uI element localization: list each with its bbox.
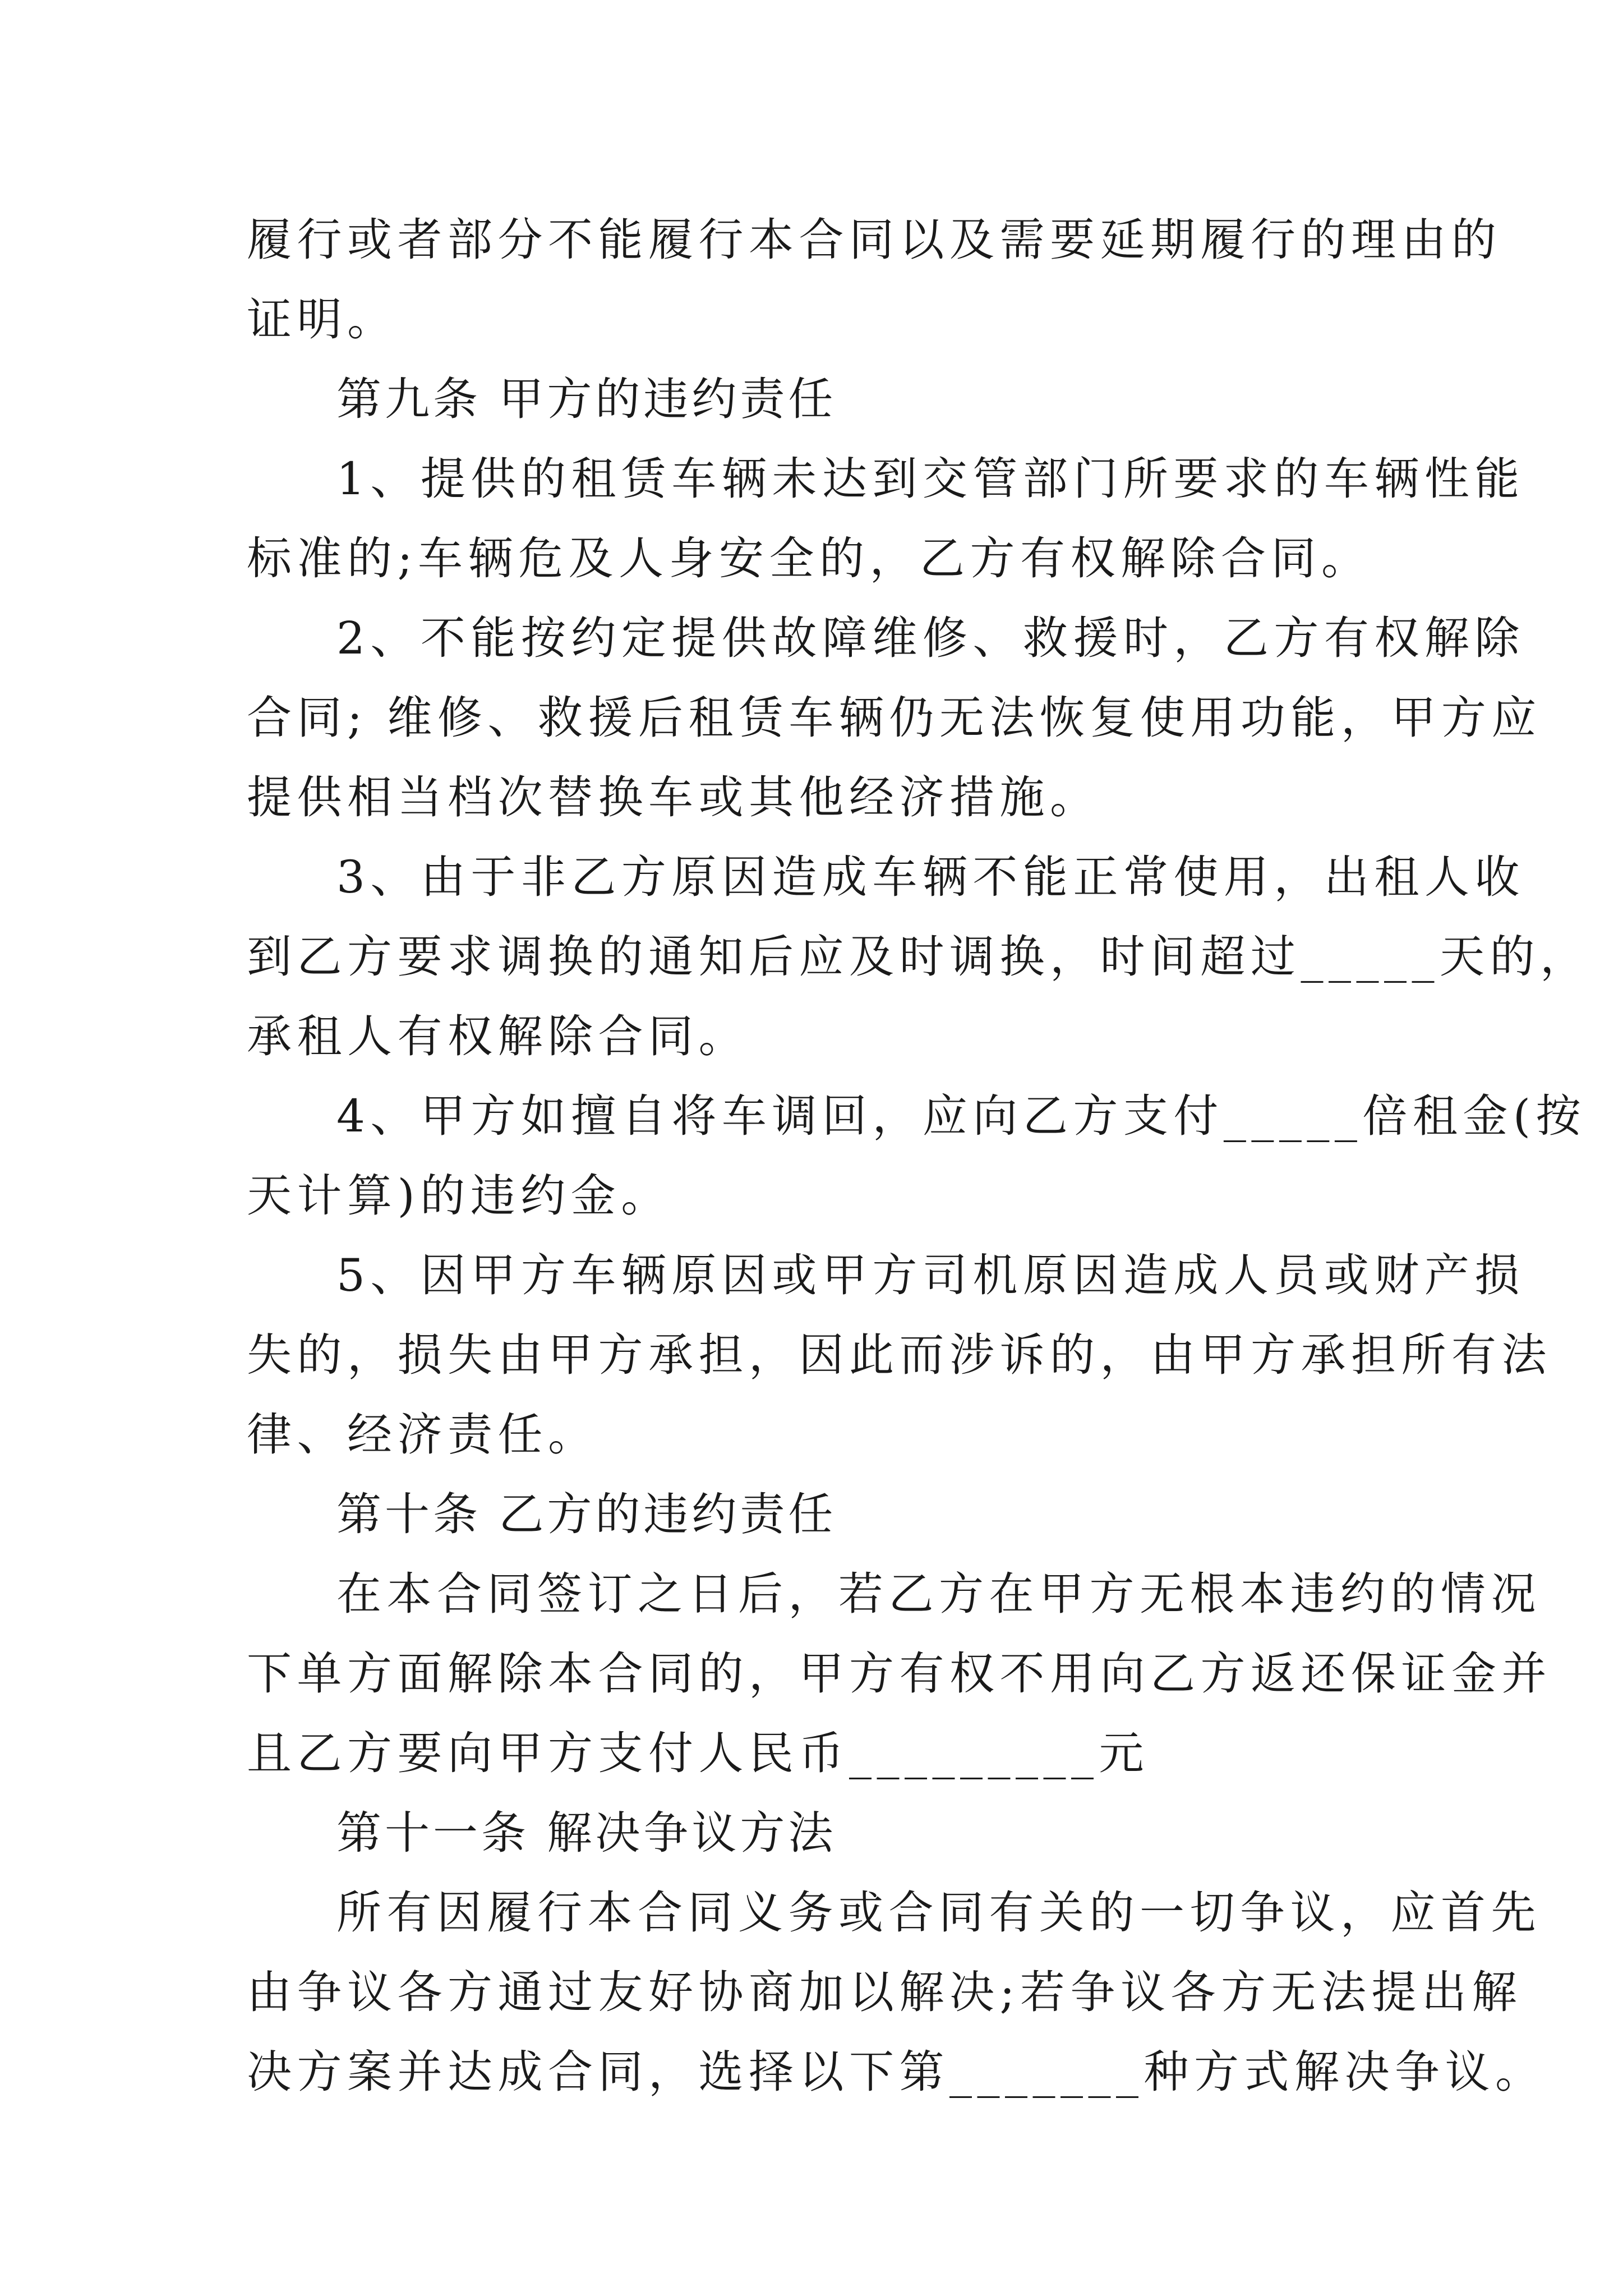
paragraph-line: 律、经济责任。 xyxy=(247,1409,598,1461)
paragraph-line: 1、提供的租赁车辆未达到交管部门所要求的车辆性能 xyxy=(336,453,1525,505)
section-heading-article-10: 第十条 乙方的违约责任 xyxy=(336,1488,837,1540)
paragraph-line: 2、不能按约定提供故障维修、救援时，乙方有权解除 xyxy=(336,612,1525,664)
section-heading-article-9: 第九条 甲方的违约责任 xyxy=(336,373,837,425)
paragraph-line: 决方案并达成合同，选择以下第_______种方式解决争议。 xyxy=(247,2046,1546,2098)
paragraph-line: 所有因履行本合同义务或合同有关的一切争议，应首先 xyxy=(336,1887,1541,1939)
paragraph-line: 到乙方要求调换的通知后应及时调换，时间超过_____天的， xyxy=(247,931,1590,983)
paragraph-line: 承租人有权解除合同。 xyxy=(247,1010,749,1062)
paragraph-line: 提供相当档次替换车或其他经济措施。 xyxy=(247,771,1100,823)
paragraph-line: 在本合同签订之日后，若乙方在甲方无根本违约的情况 xyxy=(336,1568,1541,1620)
paragraph-line: 4、甲方如擅自将车调回，应向乙方支付_____倍租金(按 xyxy=(336,1090,1587,1142)
paragraph-line: 下单方面解除本合同的，甲方有权不用向乙方返还保证金并 xyxy=(247,1648,1552,1700)
paragraph-line: 且乙方要向甲方支付人民币_________元 xyxy=(247,1727,1149,1779)
paragraph-line: 由争议各方通过友好协商加以解决;若争议各方无法提出解 xyxy=(247,1966,1522,2018)
paragraph-line: 证明。 xyxy=(247,293,398,346)
paragraph-line: 3、由于非乙方原因造成车辆不能正常使用，出租人收 xyxy=(336,851,1525,903)
paragraph-line: 履行或者部分不能履行本合同以及需要延期履行的理由的 xyxy=(247,214,1502,266)
paragraph-line: 失的，损失由甲方承担，因此而涉诉的，由甲方承担所有法 xyxy=(247,1329,1552,1381)
paragraph-line: 合同; 维修、救援后租赁车辆仍无法恢复使用功能，甲方应 xyxy=(247,692,1542,744)
section-heading-article-11: 第十一条 解决争议方法 xyxy=(336,1807,837,1859)
paragraph-line: 5、因甲方车辆原因或甲方司机原因造成人员或财产损 xyxy=(336,1249,1525,1301)
paragraph-line: 天计算)的违约金。 xyxy=(247,1170,671,1222)
paragraph-line: 标准的;车辆危及人身安全的，乙方有权解除合同。 xyxy=(247,532,1372,585)
